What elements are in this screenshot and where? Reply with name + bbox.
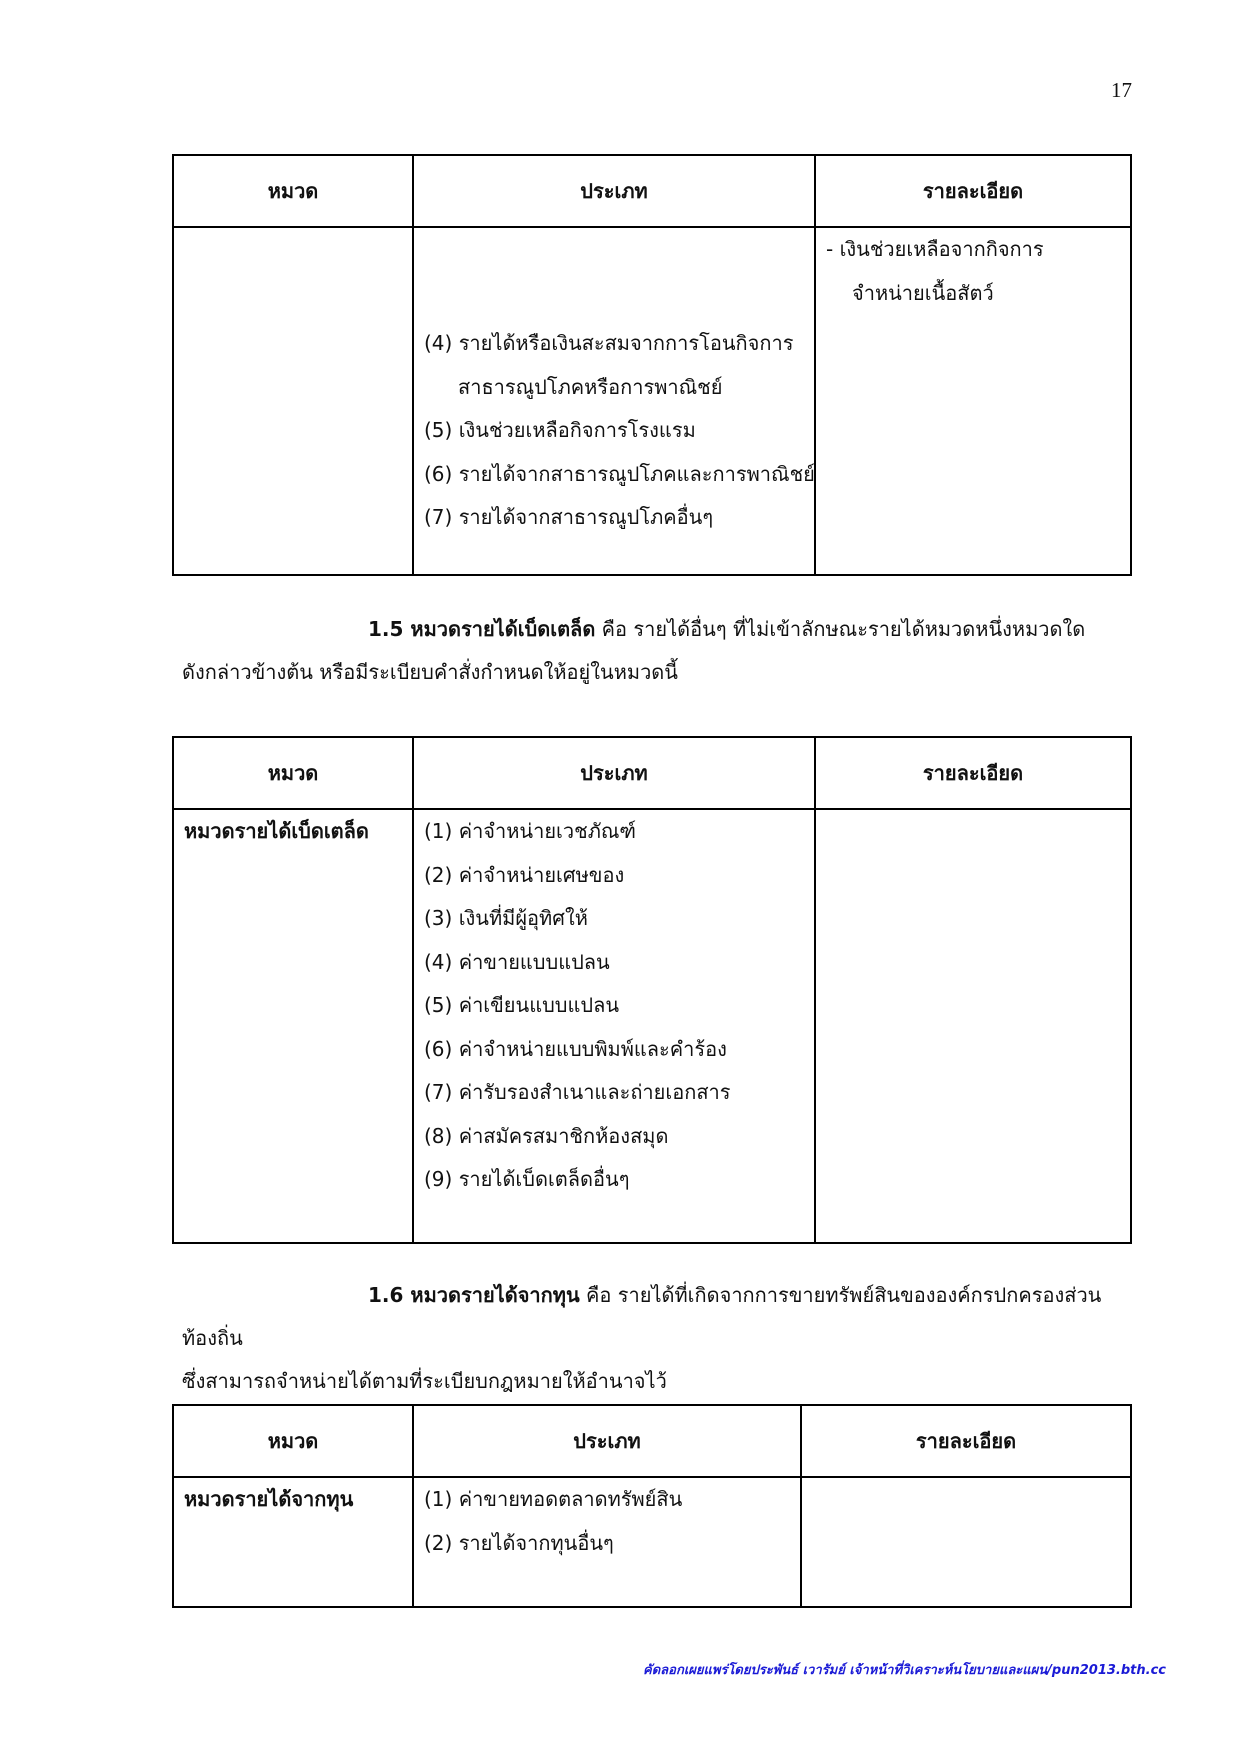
type-item: (9) รายได้เบ็ดเตล็ดอื่นๆ <box>424 1167 630 1191</box>
category-label: หมวดรายได้จากทุน <box>184 1487 354 1511</box>
section-1-6-paragraph <box>182 1274 1130 1403</box>
type-cell <box>413 1477 801 1607</box>
column-header-category: หมวด <box>173 737 413 809</box>
type-item: (5) ค่าเขียนแบบแปลน <box>424 993 619 1017</box>
table-header-row <box>173 1405 1131 1477</box>
category-label: หมวดรายได้เบ็ดเตล็ด <box>184 819 369 843</box>
section-1-5-text-1: คือ รายได้อื่นๆ ที่ไม่เข้าลักษณะรายได้หมวดหนึ่งหมวดใด <box>601 617 1086 641</box>
table-header-row <box>173 155 1131 227</box>
column-header-type: ประเภท <box>413 155 815 227</box>
detail-line: จำหน่ายเนื้อสัตว์ <box>852 280 994 305</box>
table-header-row <box>173 737 1131 809</box>
type-cell <box>413 227 815 575</box>
table-row <box>173 227 1131 575</box>
section-1-6-text-2: ซึ่งสามารถจำหน่ายได้ตามที่ระเบียบกฎหมายให้อำนาจไว้ <box>182 1369 667 1393</box>
type-item: (2) ค่าจำหน่ายเศษของ <box>424 862 625 887</box>
type-item: (1) ค่าขายทอดตลาดทรัพย์สิน <box>424 1487 683 1511</box>
page-number: 17 <box>1111 78 1132 102</box>
type-item: สาธารณูปโภคหรือการพาณิชย์ <box>458 374 723 399</box>
type-item: (4) รายได้หรือเงินสะสมจากการโอนกิจการ <box>424 331 794 355</box>
column-header-type: ประเภท <box>413 1405 801 1477</box>
column-header-category: หมวด <box>173 155 413 227</box>
category-cell <box>173 809 413 1243</box>
section-1-6-text-1: คือ รายได้ที่เกิดจากการขายทรัพย์สินขององค์กรปกครองส่วนท้องถิ่น <box>182 1283 1102 1350</box>
table-row <box>173 1477 1131 1607</box>
section-1-6-title: 1.6 หมวดรายได้จากทุน <box>368 1283 580 1307</box>
section-1-5-text-2: ดังกล่าวข้างต้น หรือมีระเบียบคำสั่งกำหนดให้อยู่ในหมวดนี้ <box>182 660 678 684</box>
detail-cell <box>815 227 1131 575</box>
type-item: (3) เงินที่มีผู้อุทิศให้ <box>424 906 588 930</box>
column-header-category: หมวด <box>173 1405 413 1477</box>
detail-cell <box>815 809 1131 1243</box>
type-item: (7) ค่ารับรองสำเนาและถ่ายเอกสาร <box>424 1080 731 1104</box>
type-item: (5) เงินช่วยเหลือกิจการโรงแรม <box>424 418 696 442</box>
category-cell <box>173 1477 413 1607</box>
revenue-table-continued <box>172 154 1132 576</box>
type-item: (4) ค่าขายแบบแปลน <box>424 949 610 974</box>
column-header-detail: รายละเอียด <box>815 155 1131 227</box>
type-item: (6) รายได้จากสาธารณูปโภคและการพาณิชย์ <box>424 461 815 486</box>
type-item: (6) ค่าจำหน่ายแบบพิมพ์และคำร้อง <box>424 1036 727 1061</box>
miscellaneous-revenue-table <box>172 736 1132 1244</box>
type-item: (1) ค่าจำหน่ายเวชภัณฑ์ <box>424 819 637 843</box>
footer-credit: คัดลอกเผยแพร่โดยประพันธ์ เวารัมย์ เจ้าหน้าที่วิเคราะห์นโยบายและแผน/pun2013.bth.cc <box>643 1663 1166 1678</box>
section-1-5-title: 1.5 หมวดรายได้เบ็ดเตล็ด <box>368 617 596 641</box>
detail-cell <box>801 1477 1131 1607</box>
column-header-detail: รายละเอียด <box>815 737 1131 809</box>
capital-revenue-table <box>172 1404 1132 1608</box>
section-1-5-paragraph <box>182 608 1130 694</box>
detail-line: - เงินช่วยเหลือจากกิจการ <box>826 237 1044 261</box>
column-header-type: ประเภท <box>413 737 815 809</box>
category-cell <box>173 227 413 575</box>
type-item: (7) รายได้จากสาธารณูปโภคอื่นๆ <box>424 505 714 529</box>
type-item: (2) รายได้จากทุนอื่นๆ <box>424 1530 614 1555</box>
type-cell <box>413 809 815 1243</box>
column-header-detail: รายละเอียด <box>801 1405 1131 1477</box>
table-row <box>173 809 1131 1243</box>
type-item: (8) ค่าสมัครสมาชิกห้องสมุด <box>424 1123 669 1148</box>
